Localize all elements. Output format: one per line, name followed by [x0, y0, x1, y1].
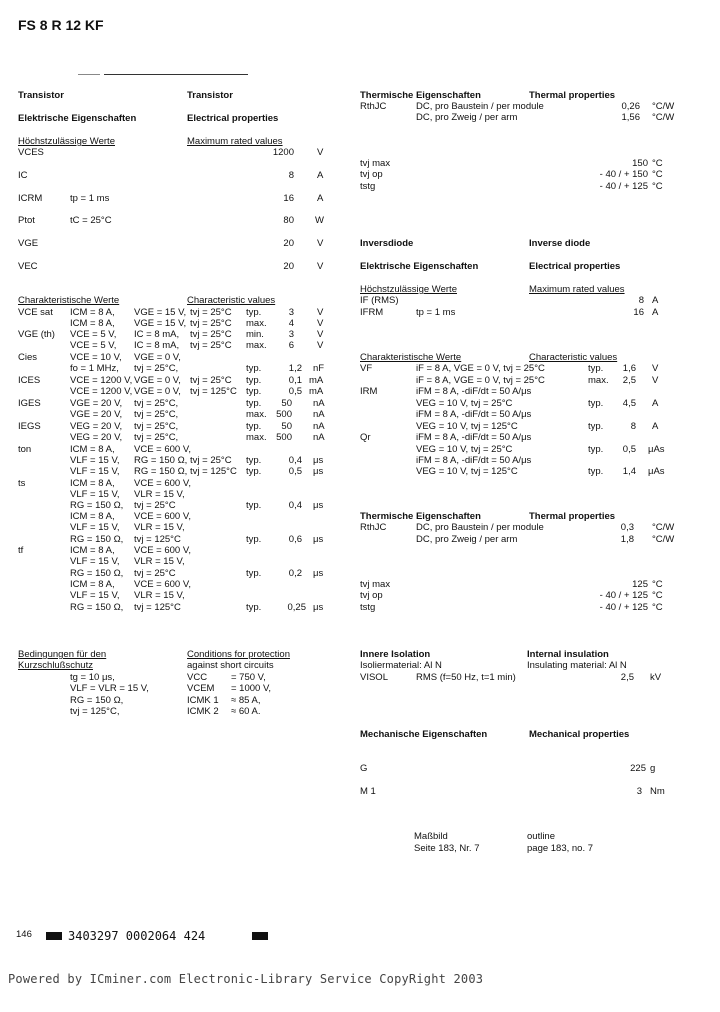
right-text: outline	[527, 831, 555, 842]
left-text: tvj = 25°C	[134, 500, 176, 511]
left-text: Characteristic values	[187, 295, 276, 306]
left-text: fo = 1 MHz,	[70, 363, 119, 374]
right-text: 1,6	[622, 363, 636, 374]
left-text: μs	[313, 466, 324, 477]
right-text: Electrical properties	[529, 261, 621, 272]
left-text: tvj = 25°C,	[134, 421, 179, 432]
left-text: V	[317, 318, 324, 329]
left-text: typ.	[246, 307, 262, 318]
right-text: iF = 8 A, VGE = 0 V, tvj = 25°C	[416, 363, 545, 374]
right-text: - 40 / + 125	[599, 181, 648, 192]
left-text: μs	[313, 500, 324, 511]
left-text: VCE = 600 V,	[134, 579, 191, 590]
page-title: FS 8 R 12 KF	[18, 17, 104, 33]
right-text: G	[360, 763, 368, 774]
right-text: 16	[633, 307, 644, 318]
left-text: VGE	[18, 238, 39, 249]
left-text: IC	[18, 170, 28, 181]
right-text: VISOL	[360, 672, 388, 683]
right-text: 225	[630, 763, 646, 774]
right-text: M 1	[360, 786, 376, 797]
right-text: kV	[650, 672, 662, 683]
left-text: VLF = 15 V,	[70, 522, 120, 533]
left-text: V	[317, 238, 324, 249]
right-text: DC, pro Baustein / per module	[416, 101, 544, 112]
left-text: VCE = 600 V,	[134, 444, 191, 455]
left-text: μs	[313, 534, 324, 545]
right-text: °C	[652, 158, 663, 169]
right-text: tvj op	[360, 590, 383, 601]
left-text: VCE = 5 V,	[70, 340, 117, 351]
right-text: Höchstzulässige Werte	[360, 284, 457, 295]
right-text: tstg	[360, 602, 376, 613]
left-text: 20	[283, 238, 294, 249]
right-text: μAs	[648, 466, 665, 477]
left-text: tvj = 125°C,	[70, 706, 120, 717]
left-text: tvj = 25°C	[190, 329, 232, 340]
right-text: VEG = 10 V, tvj = 125°C	[416, 466, 518, 477]
right-text: typ.	[588, 444, 604, 455]
left-text: V	[317, 329, 324, 340]
right-text: Innere Isolation	[360, 649, 431, 660]
left-text: Ptot	[18, 215, 35, 226]
right-text: °C/W	[652, 534, 675, 545]
left-text: max.	[246, 340, 267, 351]
left-text: ts	[18, 478, 26, 489]
left-text: = 1000 V,	[231, 683, 272, 694]
right-text: Inverse diode	[529, 238, 591, 249]
left-text: 1,2	[288, 363, 302, 374]
right-text: VF	[360, 363, 373, 374]
left-text: 1200	[272, 147, 294, 158]
right-text: Thermische Eigenschaften	[360, 511, 481, 522]
right-text: 8	[630, 421, 636, 432]
right-text: V	[652, 363, 659, 374]
left-text: ICM = 8 A,	[70, 579, 115, 590]
left-text: typ.	[246, 568, 262, 579]
left-text: VCE = 1200 V,	[70, 375, 133, 386]
right-text: - 40 / + 125	[599, 602, 648, 613]
left-text: tvj = 25°C	[134, 568, 176, 579]
left-text: VEG = 20 V,	[70, 432, 123, 443]
left-text: ICM = 8 A,	[70, 318, 115, 329]
left-text: RG = 150 Ω,	[134, 466, 188, 477]
left-text: 500	[276, 432, 292, 443]
left-text: VLF = VLR = 15 V,	[70, 683, 149, 694]
right-text: tvj op	[360, 169, 383, 180]
left-text: tf	[18, 545, 24, 556]
left-text: = 750 V,	[231, 672, 266, 683]
left-text: max.	[246, 318, 267, 329]
left-text: 80	[283, 215, 294, 226]
left-text: VGE = 15 V,	[134, 318, 187, 329]
left-text: 20	[283, 261, 294, 272]
right-text: Charakteristische Werte	[360, 352, 462, 363]
right-text: RthJC	[360, 522, 387, 533]
left-text: IC = 8 mA,	[134, 340, 180, 351]
left-text: VLF = 15 V,	[70, 455, 120, 466]
right-text: °C	[652, 602, 663, 613]
right-text: iFM = 8 A, -diF/dt = 50 A/μs	[416, 409, 532, 420]
header-rule-dotted	[78, 74, 100, 75]
right-text: DC, pro Zweig / per arm	[416, 112, 518, 123]
left-text: V	[317, 340, 324, 351]
left-text: VCE = 5 V,	[70, 329, 117, 340]
right-text: Mechanische Eigenschaften	[360, 729, 488, 740]
left-text: tC = 25°C	[70, 215, 112, 226]
left-text: μs	[313, 602, 324, 613]
left-text: IC = 8 mA,	[134, 329, 180, 340]
left-text: 8	[288, 170, 294, 181]
right-text: A	[652, 398, 659, 409]
left-text: 4	[288, 318, 294, 329]
right-text: A	[652, 421, 659, 432]
left-text: 0,5	[288, 386, 302, 397]
left-text: tvj = 25°C	[190, 307, 232, 318]
right-text: 1,8	[620, 534, 634, 545]
right-text: Characteristic values	[529, 352, 618, 363]
left-text: VLF = 15 V,	[70, 466, 120, 477]
left-text: VGE = 0 V,	[134, 352, 181, 363]
right-text: °C/W	[652, 101, 675, 112]
left-text: VLF = 15 V,	[70, 489, 120, 500]
left-text: A	[317, 193, 324, 204]
left-text: ICES	[18, 375, 41, 386]
right-text: Maßbild	[414, 831, 448, 842]
left-text: nA	[313, 421, 325, 432]
right-text: V	[652, 375, 659, 386]
left-text: tvj = 125°C	[190, 466, 237, 477]
left-text: ICM = 8 A,	[70, 511, 115, 522]
left-text: 0,25	[287, 602, 306, 613]
left-text: Charakteristische Werte	[18, 295, 120, 306]
barcode-block-right	[252, 932, 268, 940]
right-text: page 183, no. 7	[527, 843, 594, 854]
right-text: °C	[652, 169, 663, 180]
left-text: 50	[281, 398, 292, 409]
right-text: 0,3	[620, 522, 634, 533]
left-text: VCEM	[187, 683, 215, 694]
right-text: iFM = 8 A, -diF/dt = 50 A/μs	[416, 455, 532, 466]
left-text: VCE = 600 V,	[134, 545, 191, 556]
left-text: typ.	[246, 386, 262, 397]
left-text: nA	[313, 409, 325, 420]
left-text: VGE = 20 V,	[70, 409, 123, 420]
left-text: VCES	[18, 147, 44, 158]
left-text: against short circuits	[187, 660, 274, 671]
left-text: VGE = 0 V,	[134, 386, 181, 397]
right-text: 4,5	[622, 398, 636, 409]
left-text: nA	[313, 432, 325, 443]
left-text: tvj = 25°C	[190, 375, 232, 386]
right-text: iFM = 8 A, -diF/dt = 50 A/μs	[416, 432, 532, 443]
left-text: tvj = 125°C	[134, 602, 181, 613]
left-text: IEGS	[18, 421, 41, 432]
right-text: g	[650, 763, 656, 774]
left-text: Elektrische Eigenschaften	[18, 113, 137, 124]
right-text: tvj max	[360, 579, 391, 590]
barcode-number: 3403297 0002064 424	[68, 929, 206, 943]
left-text: typ.	[246, 421, 262, 432]
page-number: 146	[16, 929, 32, 940]
left-text: 500	[276, 409, 292, 420]
right-text: 125	[632, 579, 648, 590]
right-text: 0,26	[621, 101, 640, 112]
right-text: typ.	[588, 398, 604, 409]
right-text: 8	[638, 295, 644, 306]
left-text: 50	[281, 421, 292, 432]
right-text: tstg	[360, 181, 376, 192]
right-text: Seite 183, Nr. 7	[414, 843, 480, 854]
left-text: tvj = 125°C	[134, 534, 181, 545]
right-text: A	[652, 307, 659, 318]
left-text: ICM = 8 A,	[70, 307, 115, 318]
left-text: mA	[309, 386, 324, 397]
right-text: °C/W	[652, 112, 675, 123]
left-text: typ.	[246, 500, 262, 511]
left-text: 16	[283, 193, 294, 204]
left-text: VEC	[18, 261, 38, 272]
left-text: Höchstzulässige Werte	[18, 136, 115, 147]
right-text: DC, pro Zweig / per arm	[416, 534, 518, 545]
left-text: Cies	[18, 352, 38, 363]
left-text: VLF = 15 V,	[70, 556, 120, 567]
right-text: 2,5	[620, 672, 634, 683]
left-text: tvj = 25°C,	[134, 398, 179, 409]
left-text: IGES	[18, 398, 41, 409]
right-text: Mechanical properties	[529, 729, 630, 740]
right-text: 2,5	[622, 375, 636, 386]
left-text: W	[315, 215, 324, 226]
left-text: 3	[288, 307, 294, 318]
left-text: typ.	[246, 466, 262, 477]
left-text: Electrical properties	[187, 113, 279, 124]
left-text: 0,4	[288, 455, 302, 466]
left-text: Transistor	[187, 90, 233, 101]
left-text: μs	[313, 568, 324, 579]
right-text: A	[652, 295, 659, 306]
left-text: VLR = 15 V,	[134, 522, 185, 533]
left-text: ICMK 2	[187, 706, 219, 717]
right-text: °C	[652, 579, 663, 590]
right-text: VEG = 10 V, tvj = 125°C	[416, 421, 518, 432]
left-text: Maximum rated values	[187, 136, 283, 147]
left-text: typ.	[246, 363, 262, 374]
left-text: typ.	[246, 455, 262, 466]
right-text: 1,56	[621, 112, 640, 123]
left-text: RG = 150 Ω,	[70, 568, 124, 579]
left-text: VCE = 600 V,	[134, 478, 191, 489]
left-text: typ.	[246, 602, 262, 613]
left-text: Kurzschlußschutz	[18, 660, 93, 671]
left-text: typ.	[246, 534, 262, 545]
left-text: tvj = 25°C	[190, 340, 232, 351]
right-text: IFRM	[360, 307, 384, 318]
left-text: mA	[309, 375, 324, 386]
header-rule	[104, 74, 248, 75]
left-text: Conditions for protection	[187, 649, 290, 660]
left-text: 0,6	[288, 534, 302, 545]
barcode-block-left	[46, 932, 62, 940]
left-text: max.	[246, 409, 267, 420]
left-text: 3	[288, 329, 294, 340]
left-text: V	[317, 147, 324, 158]
left-text: tvj = 25°C	[190, 455, 232, 466]
right-text: Inversdiode	[360, 238, 414, 249]
left-text: VGE = 0 V,	[134, 375, 181, 386]
left-text: tg = 10 μs,	[70, 672, 115, 683]
left-text: ≈ 60 A.	[231, 706, 261, 717]
right-text: Thermal properties	[529, 511, 616, 522]
right-text: VEG = 10 V, tvj = 25°C	[416, 398, 513, 409]
right-text: tvj max	[360, 158, 391, 169]
right-text: Isoliermaterial: Al N	[360, 660, 442, 671]
right-text: °C/W	[652, 522, 675, 533]
left-text: Bedingungen für den	[18, 649, 107, 660]
right-text: Qr	[360, 432, 371, 443]
left-text: typ.	[246, 375, 262, 386]
right-text: typ.	[588, 466, 604, 477]
left-text: VCE = 10 V,	[70, 352, 122, 363]
left-text: Transistor	[18, 90, 64, 101]
right-text: Maximum rated values	[529, 284, 625, 295]
left-text: ICMK 1	[187, 695, 219, 706]
left-text: ton	[18, 444, 32, 455]
right-text: typ.	[588, 363, 604, 374]
right-text: 0,5	[622, 444, 636, 455]
left-text: μs	[313, 455, 324, 466]
right-text: VEG = 10 V, tvj = 25°C	[416, 444, 513, 455]
right-text: Elektrische Eigenschaften	[360, 261, 479, 272]
right-text: °C	[652, 590, 663, 601]
left-text: RG = 150 Ω,	[70, 695, 124, 706]
right-text: 3	[636, 786, 642, 797]
left-text: min.	[246, 329, 264, 340]
left-text: VCC	[187, 672, 208, 683]
right-text: Nm	[650, 786, 665, 797]
left-text: VCE = 1200 V,	[70, 386, 133, 397]
right-text: RMS (f=50 Hz, t=1 min)	[416, 672, 516, 683]
right-text: - 40 / + 125	[599, 590, 648, 601]
left-text: tvj = 125°C	[190, 386, 237, 397]
left-text: VGE (th)	[18, 329, 55, 340]
left-text: typ.	[246, 398, 262, 409]
left-text: nA	[313, 398, 325, 409]
left-text: V	[317, 307, 324, 318]
right-text: iFM = 8 A, -diF/dt = 50 A/μs	[416, 386, 532, 397]
left-text: VLF = 15 V,	[70, 590, 120, 601]
left-text: ICM = 8 A,	[70, 478, 115, 489]
left-text: 6	[288, 340, 294, 351]
left-text: RG = 150 Ω,	[70, 534, 124, 545]
left-text: tvj = 25°C	[190, 318, 232, 329]
left-text: tvj = 25°C,	[134, 409, 179, 420]
left-text: VGE = 20 V,	[70, 398, 123, 409]
right-text: IRM	[360, 386, 378, 397]
right-text: Thermische Eigenschaften	[360, 90, 481, 101]
left-text: VCE = 600 V,	[134, 511, 191, 522]
left-text: ICM = 8 A,	[70, 444, 115, 455]
right-text: IF (RMS)	[360, 295, 399, 306]
right-text: DC, pro Baustein / per module	[416, 522, 544, 533]
left-text: VLR = 15 V,	[134, 489, 185, 500]
right-text: typ.	[588, 421, 604, 432]
right-text: - 40 / + 150	[599, 169, 648, 180]
left-text: tvj = 25°C,	[134, 432, 179, 443]
left-text: A	[317, 170, 324, 181]
left-text: 0,4	[288, 500, 302, 511]
left-text: ICRM	[18, 193, 43, 204]
left-text: max.	[246, 432, 267, 443]
right-text: Insulating material: Al N	[527, 660, 627, 671]
left-text: 0,5	[288, 466, 302, 477]
right-text: °C	[652, 181, 663, 192]
left-text: RG = 150 Ω,	[70, 500, 124, 511]
right-text: tp = 1 ms	[416, 307, 456, 318]
left-text: nF	[313, 363, 325, 374]
left-text: VEG = 20 V,	[70, 421, 123, 432]
left-text: ≈ 85 A,	[231, 695, 261, 706]
right-text: Thermal properties	[529, 90, 616, 101]
right-text: RthJC	[360, 101, 387, 112]
left-text: VLR = 15 V,	[134, 590, 185, 601]
left-text: VGE = 15 V,	[134, 307, 187, 318]
left-text: tp = 1 ms	[70, 193, 110, 204]
left-text: V	[317, 261, 324, 272]
right-text: iF = 8 A, VGE = 0 V, tvj = 25°C	[416, 375, 545, 386]
left-text: VCE sat	[18, 307, 53, 318]
right-text: 150	[632, 158, 648, 169]
left-text: 0,1	[288, 375, 302, 386]
left-text: RG = 150 Ω,	[70, 602, 124, 613]
left-text: VLR = 15 V,	[134, 556, 185, 567]
left-text: tvj = 25°C,	[134, 363, 179, 374]
right-text: μAs	[648, 444, 665, 455]
right-text: max.	[588, 375, 609, 386]
left-text: ICM = 8 A,	[70, 545, 115, 556]
right-text: 1,4	[622, 466, 636, 477]
right-text: Internal insulation	[527, 649, 609, 660]
left-text: 0,2	[288, 568, 302, 579]
footer-copyright: Powered by ICminer.com Electronic-Library Service CopyRight 2003	[8, 972, 484, 986]
left-text: RG = 150 Ω,	[134, 455, 188, 466]
